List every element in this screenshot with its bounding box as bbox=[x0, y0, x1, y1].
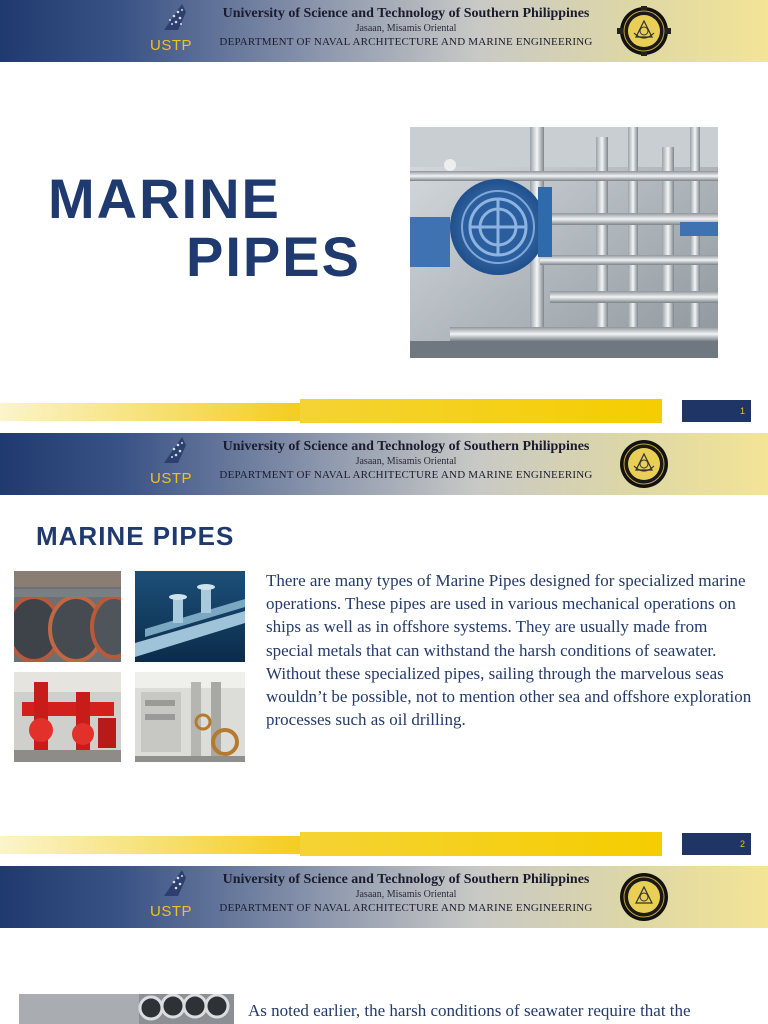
university-location: Jasaan, Misamis Oriental bbox=[355, 456, 457, 467]
large-steel-pipes-photo bbox=[14, 571, 121, 662]
ustp-logo bbox=[146, 435, 202, 491]
slide-title-line1: MARINE bbox=[48, 167, 281, 230]
underwater-valves-photo bbox=[135, 571, 245, 662]
department-name: DEPARTMENT OF NAVAL ARCHITECTURE AND MARINE ENGINEERING bbox=[219, 469, 593, 481]
header-banner bbox=[0, 0, 768, 62]
slide-body-text: There are many types of Marine Pipes designed for specialized marine operations. These pipes are used in various mechanical operations on ships as well as in offshore systems. They are usually made from special metals that can withstand the harsh conditions of seawater. Without these specialized pipes, sailing through the marvelous seas wouldn’t be possible, not to mention other sea and offshore exploration processes such as oil drilling. bbox=[266, 571, 752, 730]
department-seal-icon bbox=[612, 872, 676, 927]
university-name: University of Science and Technology of Southern Philippines bbox=[222, 872, 590, 887]
department-name: DEPARTMENT OF NAVAL ARCHITECTURE AND MARINE ENGINEERING bbox=[219, 902, 593, 914]
university-name: University of Science and Technology of Southern Philippines bbox=[222, 6, 590, 21]
ustp-logo-text: USTP bbox=[150, 903, 193, 920]
engine-room-pipes-photo bbox=[135, 672, 245, 762]
university-location: Jasaan, Misamis Oriental bbox=[355, 23, 457, 34]
header-banner bbox=[0, 433, 768, 495]
department-seal-icon bbox=[612, 6, 676, 61]
footer-bar bbox=[0, 399, 662, 423]
footer-bar bbox=[0, 832, 662, 856]
page-number: 1 bbox=[682, 400, 751, 422]
slide-1 bbox=[0, 0, 768, 432]
department-name: DEPARTMENT OF NAVAL ARCHITECTURE AND MARINE ENGINEERING bbox=[219, 36, 593, 48]
slide-3 bbox=[0, 866, 768, 1024]
slide-title-line2: PIPES bbox=[186, 225, 361, 288]
steel-tubes-photo bbox=[19, 994, 234, 1024]
university-location: Jasaan, Misamis Oriental bbox=[355, 889, 457, 900]
page-number: 2 bbox=[682, 833, 751, 855]
slide-title: MARINE PIPES bbox=[36, 521, 235, 551]
department-seal-icon bbox=[612, 439, 676, 494]
red-pipe-valves-photo bbox=[14, 672, 121, 762]
ustp-logo bbox=[146, 868, 202, 924]
ustp-logo-text: USTP bbox=[150, 37, 193, 54]
university-name: University of Science and Technology of Southern Philippines bbox=[222, 439, 590, 454]
slide-body-text: As noted earlier, the harsh conditions of seawater require that the bbox=[248, 1001, 691, 1020]
slide-2 bbox=[0, 433, 768, 865]
industrial-pipes-photo bbox=[410, 127, 718, 358]
header-banner bbox=[0, 866, 768, 928]
ustp-logo-text: USTP bbox=[150, 470, 193, 487]
ustp-logo bbox=[146, 2, 202, 58]
